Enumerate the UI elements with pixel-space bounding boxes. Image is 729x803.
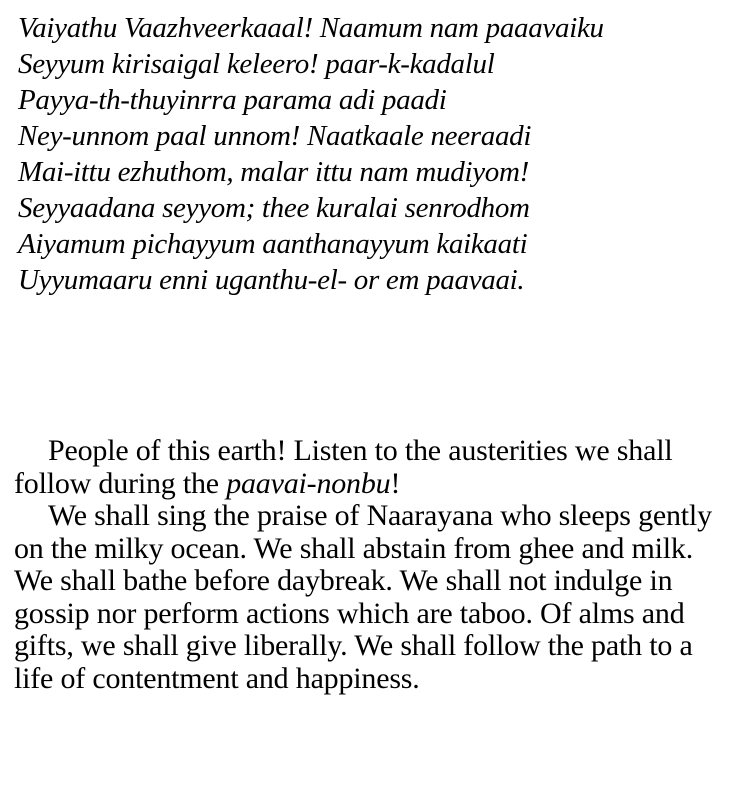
verse-line-4: Ney-unnom paal unnom! Naatkaale neeraadi [18,120,532,152]
verse-line-3: Payya-th-thuyinrra parama adi paadi [18,84,447,116]
translation-paragraph-2: We shall sing the praise of Naarayana who sleeps gently on the milky ocean. We shall abstain from ghee and milk. We shall bathe before daybreak. We shall not indulge in gossip nor perform actions which are taboo. Of alms and gifts, we shall give liberally. We shall follow the path to a life of contentment and happiness. [14,499,712,695]
paavai-nonbu-term: paavai-nonbu [226,466,391,500]
translation-paragraph-1-text: People of this earth! Listen to the austerities we shall follow during the [14,434,673,500]
verse-block [14,10,714,298]
verse-line-1: Vaiyathu Vaazhveerkaaal! Naamum nam paaavaiku [18,12,604,44]
verse-line-5: Mai-ittu ezhuthom, malar ittu nam mudiyom! [18,156,529,188]
translation-block [14,435,714,695]
translation-paragraph-1 [14,435,714,500]
verse-line-7: Aiyamum pichayyum aanthanayyum kaikaati [18,228,528,260]
translation-paragraph-1-end: ! [390,466,401,500]
verse-line-8: Uyyumaaru enni uganthu-el- or em paavaai. [18,264,525,296]
verse-line-6: Seyyaadana seyyom; thee kuralai senrodhom [18,192,530,224]
verse-line-2: Seyyum kirisaigal keleero! paar-k-kadalul [18,48,495,80]
